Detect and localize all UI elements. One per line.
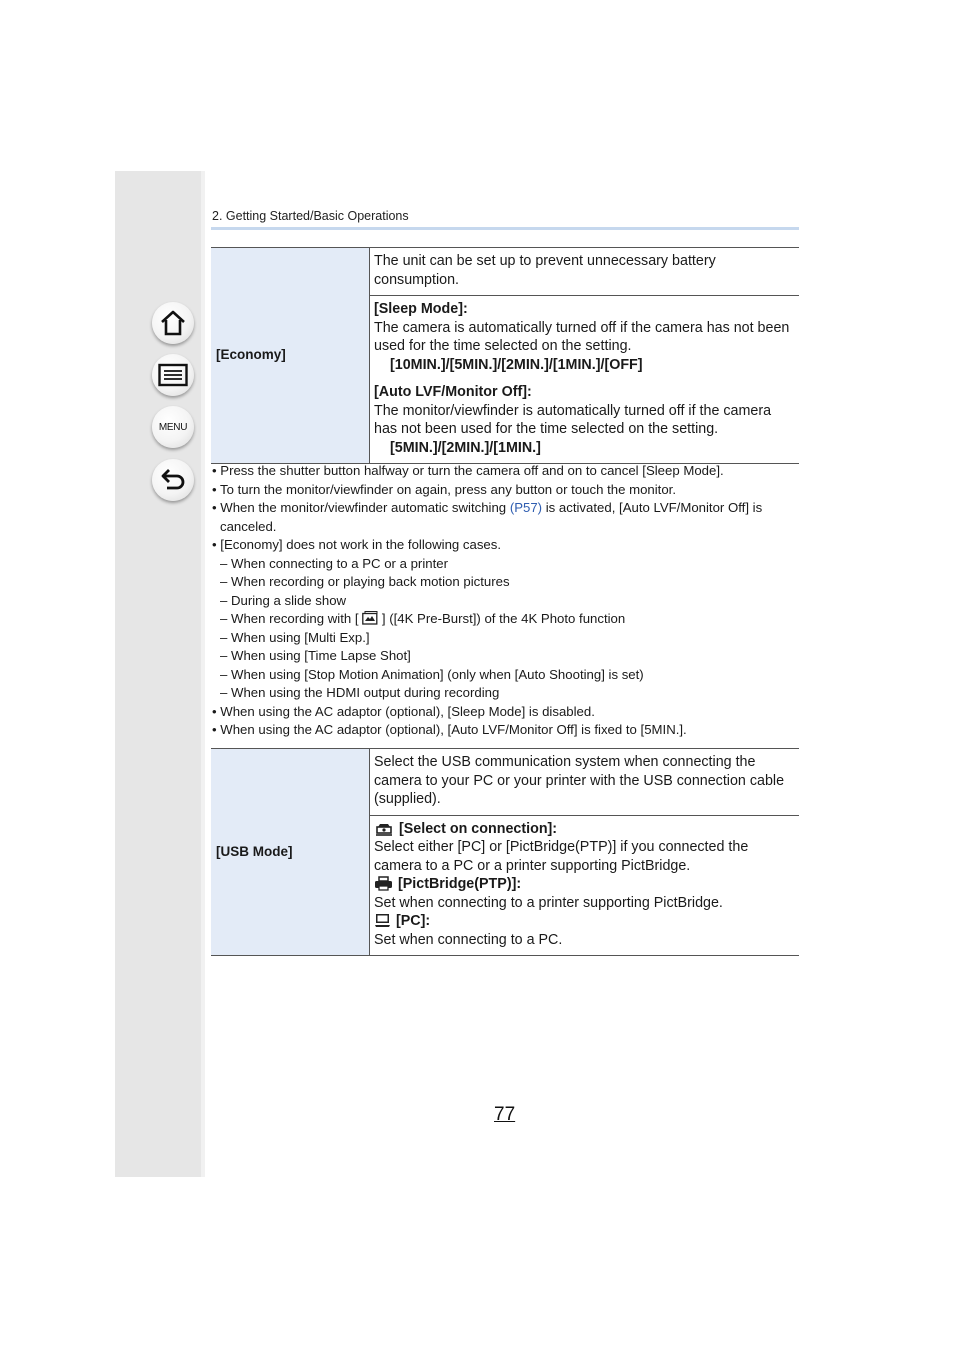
case-item: – When using [Stop Motion Animation] (only when [Auto Shooting] is set)	[220, 666, 644, 682]
menu-icon: MENU	[158, 421, 188, 433]
note-item: • When the monitor/viewfinder automatic switching (P57) is activated, [Auto LVF/Monitor Off] is canceled.	[212, 500, 763, 534]
breadcrumb-divider	[211, 227, 799, 230]
note-item: • When using the AC adaptor (optional), [Sleep Mode] is disabled.	[212, 703, 595, 719]
economy-key: [Economy]	[211, 248, 370, 464]
usb-mode-settings	[370, 815, 800, 956]
page-link-p57[interactable]: (P57)	[509, 500, 543, 515]
back-arrow-icon	[159, 467, 187, 493]
select-on-connection-title: [Select on connection]:	[399, 820, 558, 837]
usb-mode-key: [USB Mode]	[211, 749, 370, 956]
sleep-mode-desc: The camera is automatically turned off if the camera has not been used for the time selected on the setting.	[374, 319, 790, 354]
pictbridge-title: [PictBridge(PTP)]:	[398, 876, 522, 892]
case-item: – When connecting to a PC or a printer	[220, 555, 448, 571]
home-button[interactable]	[152, 302, 194, 344]
sleep-mode-options: [10MIN.]/[5MIN.]/[2MIN.]/[1MIN.]/[OFF]	[390, 356, 643, 373]
note-item: • When using the AC adaptor (optional), [Auto LVF/Monitor Off] is fixed to [5MIN.].	[212, 722, 687, 737]
select-on-connection-icon	[374, 820, 394, 836]
note-item: • Press the shutter button halfway or turn the camera off and on to cancel [Sleep Mode].	[212, 463, 724, 478]
case-item: – When recording or playing back motion pictures	[220, 574, 510, 589]
breadcrumb: 2. Getting Started/Basic Operations	[212, 209, 409, 223]
page-number: 77	[494, 1104, 516, 1125]
case-item: – When using [Multi Exp.]	[220, 629, 370, 645]
sidebar-edge	[201, 171, 205, 1177]
pictbridge-desc: Set when connecting to a printer supporting PictBridge.	[374, 894, 723, 911]
auto-lvf-title: [Auto LVF/Monitor Off]:	[374, 384, 532, 400]
usb-mode-table	[211, 748, 799, 956]
pc-icon	[374, 913, 391, 928]
usb-mode-intro: Select the USB communication system when connecting the camera to your PC or your printer with the USB connection cable (supplied).	[370, 749, 800, 816]
back-button[interactable]	[152, 459, 194, 501]
note-item: • [Economy] does not work in the following cases.	[212, 537, 502, 552]
economy-settings	[370, 296, 800, 464]
auto-lvf-desc: The monitor/viewfinder is automatically turned off if the camera has not been used for the time selected on the setting.	[374, 402, 772, 437]
sleep-mode-title: [Sleep Mode]:	[374, 301, 468, 317]
menu-button[interactable]	[152, 406, 194, 448]
4k-pre-burst-icon	[362, 611, 378, 625]
case-item: – During a slide show	[220, 592, 347, 608]
note-item: • To turn the monitor/viewfinder on again, press any button or touch the monitor.	[212, 481, 677, 497]
case-item: – When recording with [ ] ([4K Pre-Burst]) of the 4K Photo function	[220, 611, 626, 626]
economy-intro: The unit can be set up to prevent unnecessary battery consumption.	[370, 248, 800, 296]
economy-table	[211, 247, 799, 464]
auto-lvf-options: [5MIN.]/[2MIN.]/[1MIN.]	[390, 439, 541, 456]
select-on-connection-desc: Select either [PC] or [PictBridge(PTP)] if you connected the camera to a PC or a printer supporting PictBridge.	[374, 839, 749, 874]
notes	[212, 462, 797, 740]
case-item: – When using [Time Lapse Shot]	[220, 648, 411, 663]
contents-button[interactable]	[152, 354, 194, 396]
printer-icon	[374, 876, 393, 891]
pc-title: [PC]:	[396, 913, 431, 929]
list-icon	[158, 363, 188, 387]
home-icon	[159, 309, 187, 337]
case-item: – When using the HDMI output during recording	[220, 685, 500, 700]
pc-desc: Set when connecting to a PC.	[374, 931, 563, 948]
